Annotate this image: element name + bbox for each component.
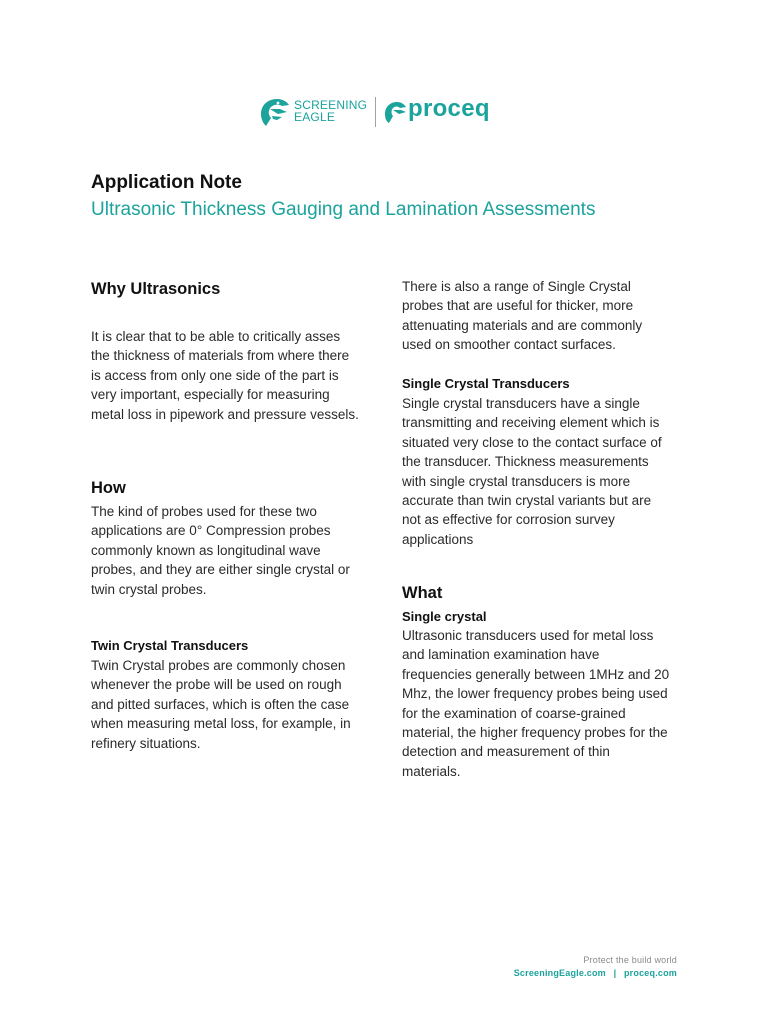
footer-separator: | bbox=[613, 968, 617, 978]
single-crystal-transducers-heading: Single Crystal Transducers bbox=[402, 376, 570, 391]
single-crystal-range-text: There is also a range of Single Crystal probes that are useful for thicker, more attenuating materials and are commonly used on smoother contact surfaces. bbox=[402, 279, 643, 353]
document-type: Application Note bbox=[91, 172, 242, 193]
single-crystal-subheading: Single crystal bbox=[402, 609, 487, 624]
screening-eagle-link[interactable]: ScreeningEagle.com bbox=[513, 968, 606, 978]
how-text: The kind of probes used for these two applications are 0° Compression probes commonly known as longitudinal wave probes, and they are either single crystal or twin crystal probes. bbox=[91, 504, 350, 597]
why-ultrasonics-heading: Why Ultrasonics bbox=[91, 280, 221, 298]
screening-eagle-line2: EAGLE bbox=[294, 110, 336, 124]
logo-bar bbox=[258, 94, 503, 130]
twin-crystal-text: Twin Crystal probes are commonly chosen whenever the probe will be used on rough and pitted surfaces, which is often the case when measuring metal loss, for example, in refinery situations. bbox=[91, 658, 351, 751]
how-heading: How bbox=[91, 479, 126, 497]
screening-eagle-logo-icon bbox=[258, 96, 290, 128]
why-ultrasonics-text: It is clear that to be able to critically asses the thickness of materials from where there is access from only one side of the part is very important, especially for measuring metal loss in pipework and pressure vessels. bbox=[91, 329, 359, 422]
document-title: Ultrasonic Thickness Gauging and Lamination Assessments bbox=[91, 199, 596, 220]
logo-divider bbox=[375, 97, 376, 127]
footer-tagline: Protect the build world bbox=[583, 955, 677, 965]
single-crystal-transducers-text: Single crystal transducers have a single transmitting and receiving element which is situated very close to the contact surface of the transducer. Thickness measurements with single crystal transducers is more accurate than twin crystal variants but are not as effective for corrosion survey applications bbox=[402, 396, 662, 547]
proceq-wordmark: proceq bbox=[408, 95, 490, 122]
what-heading: What bbox=[402, 584, 443, 602]
proceq-logo-icon bbox=[383, 100, 407, 124]
what-text: Ultrasonic transducers used for metal loss and lamination examination have frequencies generally between 1MHz and 20 Mhz, the lower frequency probes being used for the examination of coarse-grained material, the higher frequency probes for the detection and measurement of thin materials. bbox=[402, 628, 670, 779]
proceq-link[interactable]: proceq.com bbox=[623, 968, 677, 978]
screening-eagle-line1: SCREENING bbox=[294, 98, 368, 112]
footer-links bbox=[514, 968, 677, 978]
screening-eagle-wordmark bbox=[294, 99, 367, 123]
twin-crystal-heading: Twin Crystal Transducers bbox=[91, 638, 249, 653]
